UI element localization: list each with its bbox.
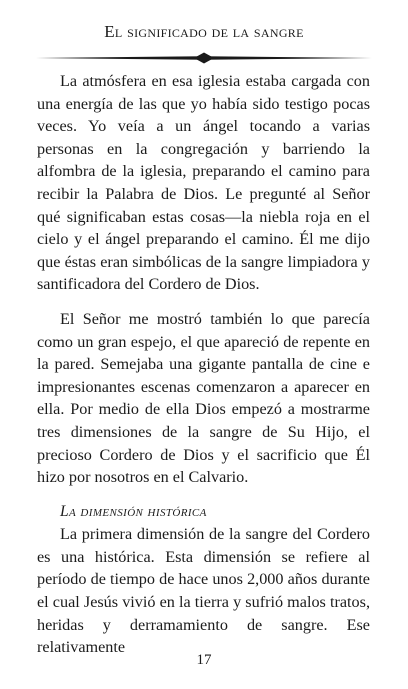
paragraph-3: La primera dimensión de la sangre del Cordero es una histórica. Esta dimensión se refiere al período de tiempo de hace unos 2,000 años durante el cual Jesús vivió en la tierra y sufrió malos tratos, heridas y derramamiento de sangre. Ese relativamente [37, 525, 370, 657]
header-ornament-rule [36, 52, 372, 64]
body-text [37, 70, 370, 659]
paragraph-1: La atmósfera en esa iglesia estaba cargada con una energía de las que yo había sido testigo pocas veces. Yo veía a un ángel tocando a varias personas en la congregación y barriendo la alfombra de la iglesia, preparando el camino para recibir la Palabra de Dios. Le pregunté al Señor qué significaban estas cosas—la niebla roja en el cielo y el ángel preparando el camino. Él me dijo que éstas eran simbólicas de la sangre limpiadora y santificadora del Cordero de Dios. [37, 72, 370, 294]
running-header: El significado de la sangre [104, 22, 304, 41]
page-number: 17 [196, 652, 212, 668]
section-heading: La dimensión histórica [60, 502, 207, 520]
paragraph-2: El Señor me mostró también lo que parecía como un gran espejo, el que apareció de repente en la pared. Semejaba una gigante pantalla de cine e impresionantes escenas comenzaron a aparecer en ella. Por medio de ella Dios empezó a mostrarme tres dimensiones de la sangre de Su Hijo, el precioso Cordero de Dios y el sacrificio que Él hizo por nosotros en el Calvario. [37, 309, 370, 487]
